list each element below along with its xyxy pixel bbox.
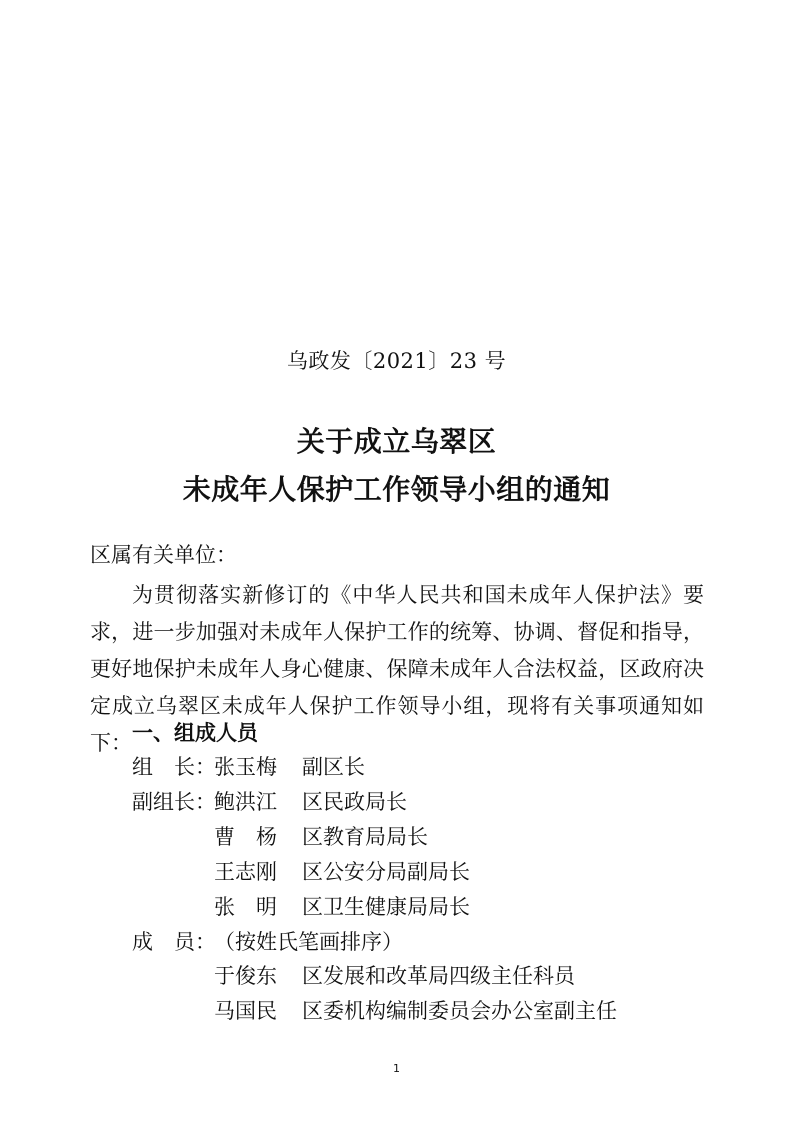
member-name: 王志刚 xyxy=(214,860,277,884)
member-role: 成 员： xyxy=(132,930,216,954)
section-heading: 一、组成人员 xyxy=(132,721,258,745)
member-title: 副区长 xyxy=(302,755,365,779)
document-number: 乌政发〔2021〕23 号 xyxy=(286,349,507,373)
member-role: 副组长： xyxy=(132,790,216,814)
document-title-line-2: 未成年人保护工作领导小组的通知 xyxy=(182,473,611,506)
page-number: 1 xyxy=(393,1062,400,1075)
member-name: 张 明 xyxy=(214,895,277,919)
member-title: 区卫生健康局局长 xyxy=(302,895,470,919)
member-name: 于俊东 xyxy=(214,964,277,988)
document-title-line-1: 关于成立乌翠区 xyxy=(296,425,497,458)
member-title: 区教育局局长 xyxy=(302,825,428,849)
member-title: 区发展和改革局四级主任科员 xyxy=(302,964,575,988)
member-role: 组 长： xyxy=(132,755,216,779)
member-title: 区民政局长 xyxy=(302,790,407,814)
member-name: 张玉梅 xyxy=(214,755,277,779)
member-title: 区公安分局副局长 xyxy=(302,860,470,884)
salutation: 区属有关单位： xyxy=(90,543,237,567)
member-sort-note: （按姓氏笔画排序） xyxy=(214,930,403,954)
member-name: 鲍洪江 xyxy=(214,790,277,814)
member-name: 曹 杨 xyxy=(214,825,277,849)
body-paragraph: 为贯彻落实新修订的《中华人民共和国未成年人保护法》要求，进一步加强对未成年人保护工作的统筹、协调、督促和指导，更好地保护未成年人身心健康、保障未成年人合法权益，区政府决定成立乌翠区未成年人保护工作领导小组，现将有关事项通知如下： xyxy=(90,583,704,755)
member-title: 区委机构编制委员会办公室副主任 xyxy=(302,999,617,1023)
member-name: 马国民 xyxy=(214,999,277,1023)
